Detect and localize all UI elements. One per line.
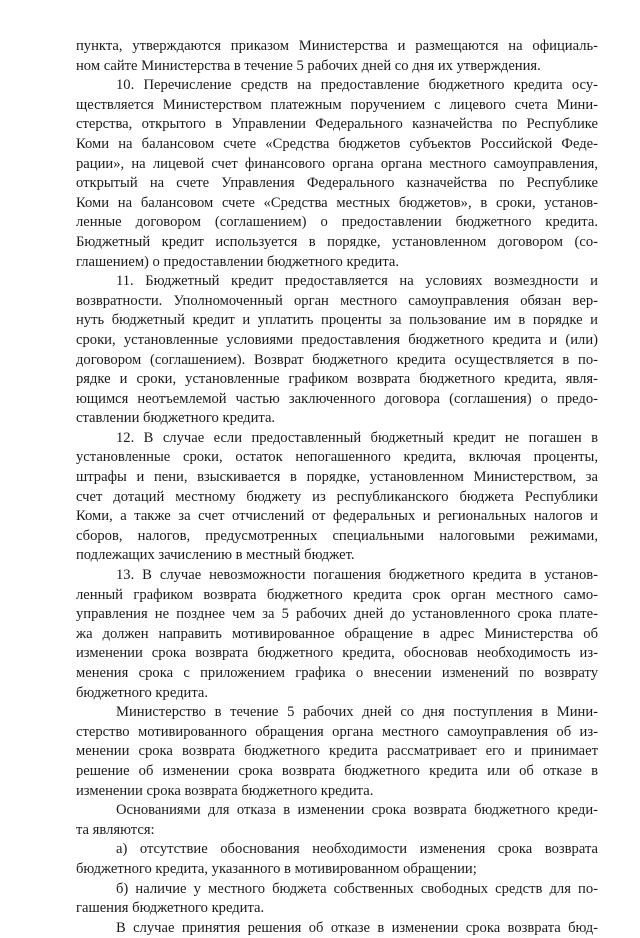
text-line: Министерство в течение 5 рабочих дней со дня поступления в Мини-	[116, 704, 598, 721]
text-line: 11. Бюджетный кредит предоставляется на условиях возмездности и	[116, 273, 598, 290]
text-line: 13. В случае невозможности погашения бюджетного кредита в установ-	[116, 567, 598, 584]
text-line: 10. Перечисление средств на предоставление бюджетного кредита осу-	[116, 77, 598, 94]
text-line: глашением) о предоставлении бюджетного кредита.	[76, 253, 400, 270]
text-line: б) наличие у местного бюджета собственных свободных средств для по-	[116, 880, 598, 897]
text-line: рации», на лицевой счет финансового органа органа местного самоуправления,	[76, 155, 598, 172]
text-line: менении срока возврата бюджетного кредита рассматривает его и принимает	[76, 743, 598, 760]
text-line: ществляется Министерством платежным поручением с лицевого счета Мини-	[76, 96, 598, 113]
text-line: гашения бюджетного кредита.	[76, 900, 265, 917]
text-line: стерства, открытого в Управлении Федерального казначейства по Республике	[76, 116, 598, 133]
text-line: изменении срока возврата бюджетного кредита.	[76, 782, 374, 799]
text-line: открытый на счете Управления Федерального казначейства по Республике	[76, 175, 598, 192]
text-line: В случае принятия решения об отказе в изменении срока возврата бюд-	[116, 919, 598, 936]
text-line: договором (соглашением). Возврат бюджетного кредита осуществляется в по-	[76, 351, 598, 368]
text-line: бюджетного кредита, указанного в мотивированном обращении;	[76, 860, 477, 877]
text-line: рядке и сроки, установленные графиком возврата бюджетного кредита, явля-	[76, 371, 598, 388]
text-line: ставлении бюджетного кредита.	[76, 410, 276, 427]
text-line: та являются:	[76, 821, 155, 838]
text-line: установленные сроки, остаток непогашенного кредита, включая проценты,	[76, 449, 598, 466]
text-line: ленные договором (соглашением) о предоставлении бюджетного кредита.	[76, 214, 598, 231]
text-line: возвратности. Уполномоченный орган местного самоуправления обязан вер-	[76, 292, 598, 309]
text-line: изменении срока возврата бюджетного кредита, обосновав необходимость из-	[76, 645, 598, 662]
text-line: Коми, а также за счет отчислений от федеральных и региональных налогов и	[76, 508, 598, 525]
text-line: Бюджетный кредит используется в порядке, установленном договором (со-	[76, 233, 598, 250]
text-line: ном сайте Министерства в течение 5 рабочих дней со дня их утверждения.	[76, 57, 541, 74]
text-line: ленный графиком возврата бюджетного кредита срок орган местного само-	[76, 586, 598, 603]
text-line: жа должен направить мотивированное обращение в адрес Министерства об	[76, 625, 598, 642]
text-line: нуть бюджетный кредит и уплатить проценты за пользование им в порядке и	[76, 312, 598, 329]
text-line: Коми на балансовом счете «Средства местных бюджетов», в сроки, установ-	[76, 194, 598, 211]
text-line: ющимся неотъемлемой частью заключенного договора (соглашения) о предо-	[76, 390, 598, 407]
text-line: Коми на балансовом счете «Средства бюджетов субъектов Российской Феде-	[76, 135, 598, 152]
text-line: менения срока с приложением графика о внесении изменений по возврату	[76, 665, 598, 681]
text-line: стерство мотивированного обращения органа местного самоуправления об из-	[76, 723, 598, 740]
text-line: штрафы и пени, взыскивается в порядке, установленном Министерством, за	[76, 469, 598, 486]
text-line: решение об изменении срока возврата бюджетного кредита или об отказе в	[76, 762, 598, 779]
text-line: а) отсутствие обоснования необходимости изменения срока возврата	[116, 841, 598, 858]
text-line: подлежащих зачислению в местный бюджет.	[76, 547, 355, 564]
text-line: сборов, налогов, предусмотренных специальными налоговыми режимами,	[76, 527, 598, 544]
text-line: сроки, установленные условиями предоставления бюджетного кредита и (или)	[76, 331, 598, 348]
text-line: 12. В случае если предоставленный бюджетный кредит не погашен в	[116, 429, 598, 446]
text-line: управления не позднее чем за 5 рабочих дней до установленного срока плате-	[76, 606, 598, 623]
text-line: Основаниями для отказа в изменении срока возврата бюджетного креди-	[116, 802, 598, 819]
text-line: пункта, утверждаются приказом Министерства и размещаются на официаль-	[76, 38, 598, 54]
text-line: счет дотаций местному бюджету из республиканского бюджета Республики	[76, 488, 598, 505]
text-line: бюджетного кредита.	[76, 684, 209, 701]
